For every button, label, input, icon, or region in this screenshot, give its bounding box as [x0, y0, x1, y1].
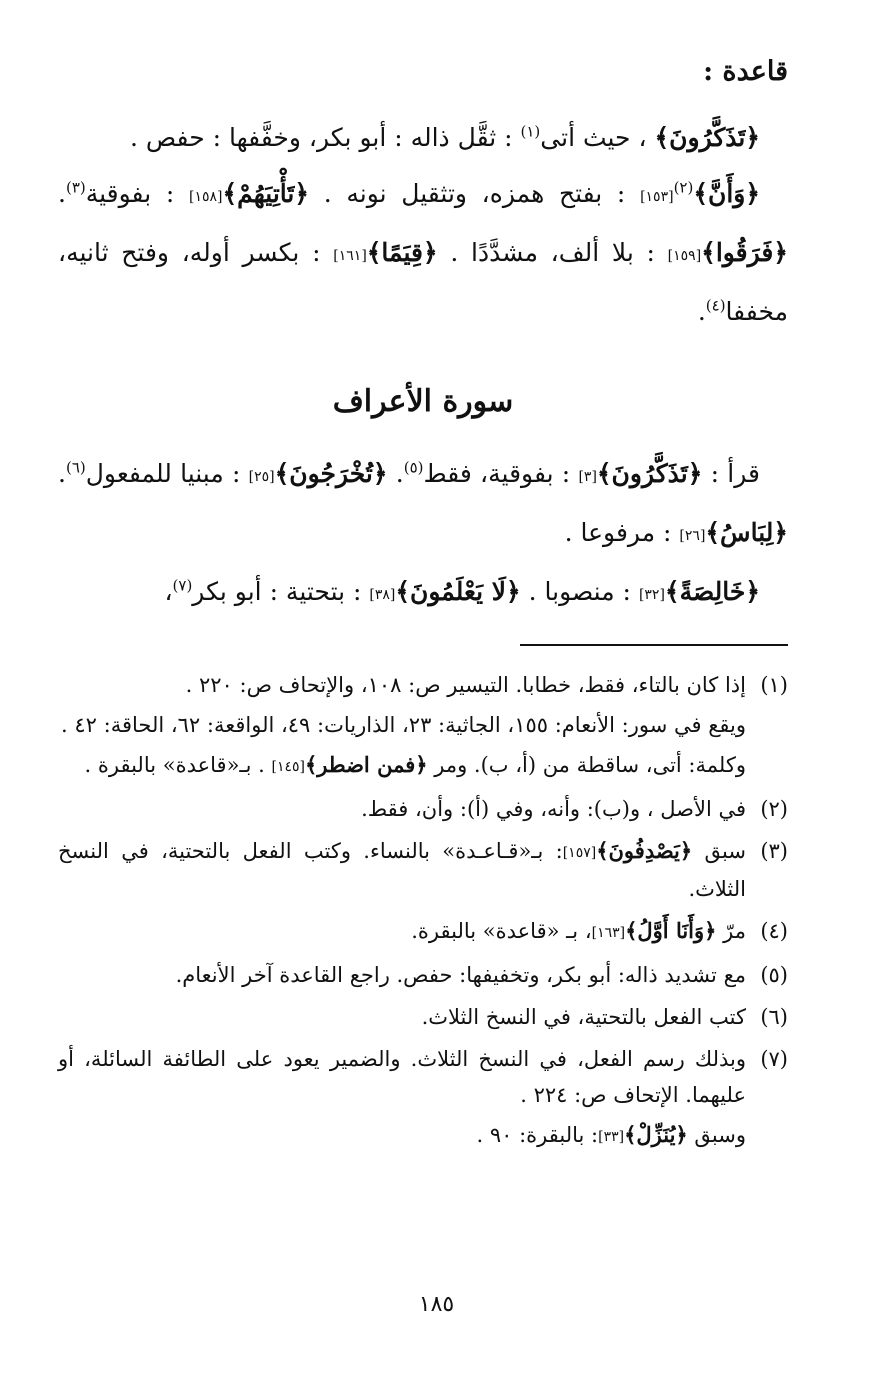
- verse-number: [١٥٨]: [188, 189, 223, 205]
- quran-word: ﴿خَالِصَةً﴾: [664, 577, 760, 606]
- footnote-continuation: ويقع في سور: الأنعام: ١٥٥، الجاثية: ٢٣، الذاريات: ٤٩، الواقعة: ٦٢، الحاقة: ٤٢ .: [61, 713, 746, 737]
- quran-word: ﴿تَذَكَّرُونَ﴾: [654, 123, 760, 152]
- text: : مبنيا للمفعول: [85, 459, 241, 488]
- text: .: [58, 459, 66, 488]
- verse-number: [٣٨]: [369, 587, 396, 603]
- verse-number: [١٥٩]: [667, 248, 702, 264]
- footnote-marker[interactable]: (٤): [705, 296, 726, 315]
- paragraph-tadhakkarun: [58, 110, 788, 166]
- footnote-6: [58, 999, 788, 1035]
- verse-number: [٣٣]: [598, 1129, 625, 1145]
- paragraph-qara: [58, 446, 788, 564]
- footnote-number: (٥): [760, 963, 788, 987]
- verse-number: [٢٥]: [248, 469, 275, 485]
- text: : بفوقية: [85, 179, 175, 208]
- footnote-text: [58, 833, 746, 907]
- verse-number: [١٦١]: [333, 248, 367, 264]
- footnote-1: [58, 667, 788, 785]
- footnote-text: وبذلك رسم الفعل، في النسخ الثلاث. والضمير يعود على الطائفة السائلة، أو عليهما. الإتحاف ص: ٢٢٤ .: [58, 1047, 746, 1107]
- text: مرّ: [723, 919, 746, 943]
- footnote-2: [58, 791, 788, 827]
- surah-title: سورة الأعراف: [332, 384, 514, 419]
- text: : بالبقرة: ٩٠ .: [476, 1123, 599, 1147]
- footnote-text: [58, 913, 746, 951]
- text: : بفوقية، فقط: [423, 459, 571, 488]
- footnote-continuation: [58, 1117, 746, 1155]
- footnote-text: إذا كان بالتاء، فقط، خطابا. التيسير ص: ١٠٨، والإتحاف ص: ٢٢٠ .: [185, 673, 746, 697]
- quran-word: ﴿يُنَزِّلْ﴾: [624, 1122, 688, 1147]
- footnote-number: (٢): [760, 797, 788, 821]
- paragraph-waanna: [58, 166, 788, 340]
- footnote-continuation: [58, 747, 746, 785]
- verse-number: [١٤٥]: [271, 759, 305, 775]
- verse-number: [٢٦]: [679, 528, 706, 544]
- text: : بلا ألف، مشدَّدًا .: [450, 238, 655, 267]
- text: وكلمة: أتى، ساقطة من (أ، ب). ومر: [434, 753, 746, 777]
- footnote-marker[interactable]: (٢): [673, 178, 694, 197]
- footnote-5: [58, 957, 788, 993]
- verse-number: [١٥٣]: [640, 189, 674, 205]
- text: ،: [164, 577, 173, 606]
- quran-word: ﴿يَصْدِفُونَ﴾: [596, 838, 693, 863]
- quran-word: ﴿تُخْرَجُونَ﴾: [274, 459, 388, 488]
- quran-word: ﴿لِبَاسُ﴾: [705, 518, 788, 547]
- quran-word: ﴿فمن اضطر﴾: [304, 752, 428, 777]
- text: ، بـ «قاعدة» بالبقرة.: [411, 919, 592, 943]
- text: : بكسر أوله، وفتح ثانيه، مخففا: [58, 238, 788, 326]
- footnote-4: [58, 913, 788, 951]
- verse-number: [١٦٣]: [591, 925, 626, 941]
- text: : بتحتية : أبو بكر: [192, 577, 362, 606]
- footnote-marker[interactable]: (٧): [172, 576, 193, 595]
- quran-word: ﴿تَذَكَّرُونَ﴾: [596, 459, 703, 488]
- verse-number: [٣٢]: [638, 587, 665, 603]
- footnotes: [58, 667, 788, 1161]
- footnote-text: مع تشديد ذاله: أبو بكر، وتخفيفها: حفص. راجع القاعدة آخر الأنعام.: [175, 963, 746, 987]
- quran-word: ﴿وَأَنَّ﴾: [693, 179, 761, 208]
- footnote-text: في الأصل ، و(ب): وأنه، وفي (أ): وأن، فقط.: [361, 797, 746, 821]
- quran-word: ﴿قِيَمًا﴾: [366, 238, 438, 267]
- text: : منصوبا .: [528, 577, 631, 606]
- footnote-marker[interactable]: (٣): [65, 178, 86, 197]
- footnote-marker[interactable]: (١): [520, 122, 541, 141]
- text: : بـ«قـاعـدة» بالنساء. وكتب الفعل بالتحتية، في النسخ الثلاث.: [58, 839, 746, 901]
- rule-heading: قاعدة :: [703, 56, 788, 87]
- footnote-7: [58, 1041, 788, 1155]
- text: : بفتح همزه، وتثقيل نونه .: [323, 179, 626, 208]
- paragraph-khalisatan: [58, 564, 788, 623]
- footnote-number: (٣): [760, 839, 788, 863]
- footnote-marker[interactable]: (٥): [403, 458, 424, 477]
- text: ، حيث أتى: [540, 123, 647, 152]
- text: قرأ :: [710, 459, 760, 488]
- text: : ثقَّل ذاله : أبو بكر، وخفَّفها : حفص .: [130, 123, 513, 152]
- footnote-number: (١): [760, 673, 788, 697]
- verse-number: [٣]: [578, 469, 597, 485]
- footnote-number: (٧): [760, 1047, 788, 1071]
- page-number: ١٨٥: [418, 1292, 455, 1317]
- footnote-number: (٤): [760, 919, 788, 943]
- footnote-number: (٦): [760, 1005, 788, 1029]
- footnote-3: [58, 833, 788, 907]
- quran-word: ﴿وَأَنَا أَوَّلُ﴾: [625, 918, 717, 943]
- quran-word: ﴿فَرَقُوا﴾: [701, 238, 789, 267]
- quran-word: ﴿لَا يَعْلَمُونَ﴾: [395, 577, 521, 606]
- text: : مرفوعا .: [564, 518, 672, 547]
- text: .: [395, 459, 404, 488]
- text: سبق: [704, 839, 746, 863]
- text: . بـ«قاعدة» بالبقرة .: [84, 753, 265, 777]
- footnote-marker[interactable]: (٦): [65, 458, 86, 477]
- text: .: [697, 297, 706, 326]
- footnote-text: كتب الفعل بالتحتية، في النسخ الثلاث.: [421, 1005, 746, 1029]
- footnote-separator: [520, 644, 788, 646]
- quran-word: ﴿تَأْتِيَهُمْ﴾: [222, 179, 310, 208]
- text: .: [58, 179, 66, 208]
- page-body: [58, 52, 789, 1147]
- verse-number: [١٥٧]: [562, 845, 597, 861]
- text: وسبق: [694, 1123, 746, 1147]
